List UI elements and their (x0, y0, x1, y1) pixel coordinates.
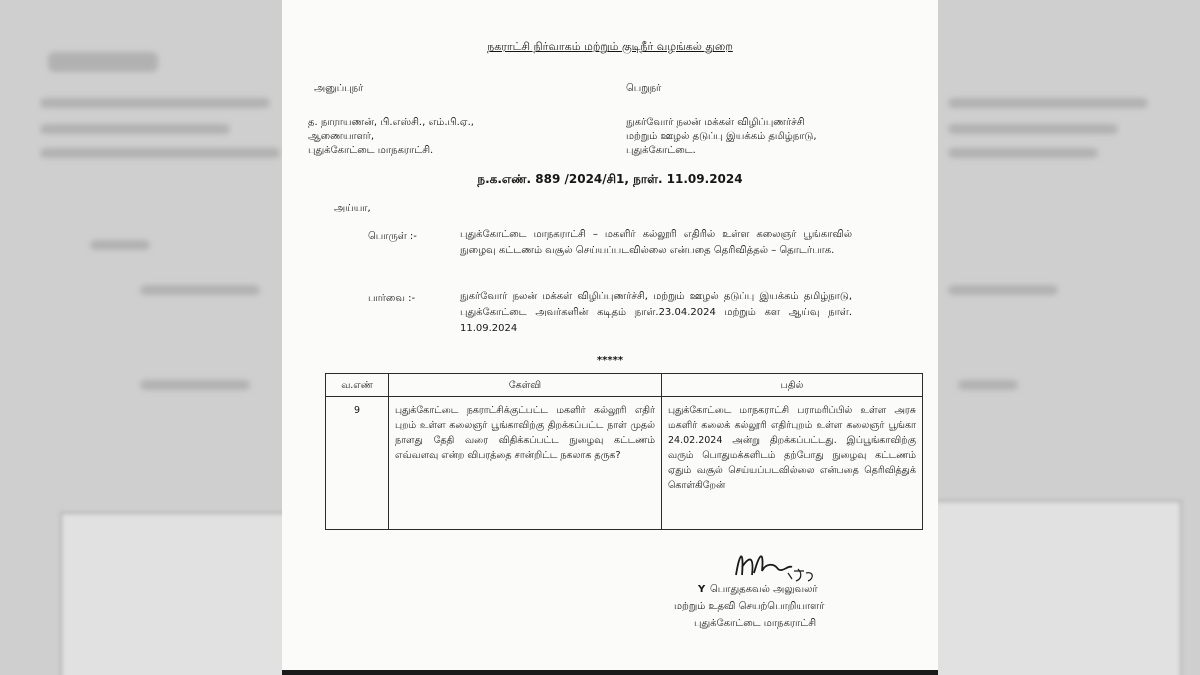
signature-initial-mark: Y (698, 584, 706, 595)
recipient-line: புதுக்கோட்டை. (626, 145, 696, 156)
signature-line: புதுக்கோட்டை மாநகராட்சி (694, 618, 817, 629)
row-serial: 9 (326, 397, 389, 530)
separator: ***** (596, 355, 624, 366)
reference-number: ந.க.எண். 889 /2024/சி1, நாள். 11.09.2024 (477, 172, 743, 186)
salutation: அய்யா, (334, 203, 371, 214)
recipient-line: நுகர்வோர் நலன் மக்கள் விழிப்புணர்ச்சி (626, 117, 805, 128)
qa-table (325, 373, 923, 530)
sender-line: புதுக்கோட்டை மாநகராட்சி. (308, 145, 434, 156)
reference-label: பார்வை :- (368, 293, 416, 304)
subject-text: புதுக்கோட்டை மாநகராட்சி – மகளிர் கல்லூரி எதிரில் உள்ள கலைஞர் பூங்காவில் நுழைவு கட்டணம் வசூல் செய்யப்படவில்லை என்பதை தெரிவித்தல் – தொடர்பாக. (460, 229, 852, 256)
sender-line: த. நாராயணன், பி.எஸ்சி., எம்.பி.ஏ., (308, 117, 474, 128)
blurred-background-right (938, 0, 1200, 675)
blurred-background-left (0, 0, 282, 675)
bottom-edge (282, 670, 938, 675)
recipient-line: மற்றும் ஊழல் தடுப்பு இயக்கம் தமிழ்நாடு, (626, 131, 817, 142)
table-row (326, 397, 923, 530)
subject-label: பொருள் :- (368, 231, 417, 242)
recipient-label: பெறுநர் (626, 83, 662, 94)
reference-text: நுகர்வோர் நலன் மக்கள் விழிப்புணர்ச்சி, மற்றும் ஊழல் தடுப்பு இயக்கம் தமிழ்நாடு, புதுக்கோட்டை அவர்களின் கடிதம் நாள்.23.04.2024 மற்றும் கள ஆய்வு நாள். 11.09.2024 (460, 291, 852, 334)
letter-page (282, 0, 938, 675)
header-question: கேள்வி (389, 374, 662, 397)
row-answer: புதுக்கோட்டை மாநகராட்சி பராமரிப்பில் உள்ள அரசு மகளிர் கலைக் கல்லூரி எதிர்புறம் உள்ள கலைஞர் பூங்கா 24.02.2024 அன்று திறக்கப்பட்டது. இப்பூங்காவிற்கு வரும் பொதுமக்களிடம் தற்போது நுழைவு கட்டணம் ஏதும் வசூல் செய்யப்படவில்லை என்பதை தெரிவித்துக் கொள்கிறேன் (662, 397, 923, 530)
signature-line: பொதுதகவல் அலுவலர் (710, 584, 818, 595)
sender-line: ஆணையாளர், (308, 131, 375, 142)
row-question: புதுக்கோட்டை நகராட்சிக்குட்பட்ட மகளிர் கல்லூரி எதிர் புறம் உள்ள கலைஞர் பூங்காவிற்கு திறக்கப்பட்ட நாள் முதல் நாளது தேதி வரை விதிக்கப்பட்ட நுழைவு கட்டணம் எவ்வளவு என்ற விபரத்தை சான்றிட்ட நகலாக தருக? (389, 397, 662, 530)
department-heading: நகராட்சி நிர்வாகம் மற்றும் குடிநீர் வழங்கல் துறை (487, 40, 733, 53)
handwritten-signature-icon (730, 545, 820, 585)
sender-label: அனுப்புநர் (314, 83, 364, 94)
table-header-row (326, 374, 923, 397)
header-answer: பதில் (662, 374, 923, 397)
header-serial: வ.எண் (326, 374, 389, 397)
signature-line: மற்றும் உதவி செயற்பொறியாளர் (674, 601, 825, 612)
